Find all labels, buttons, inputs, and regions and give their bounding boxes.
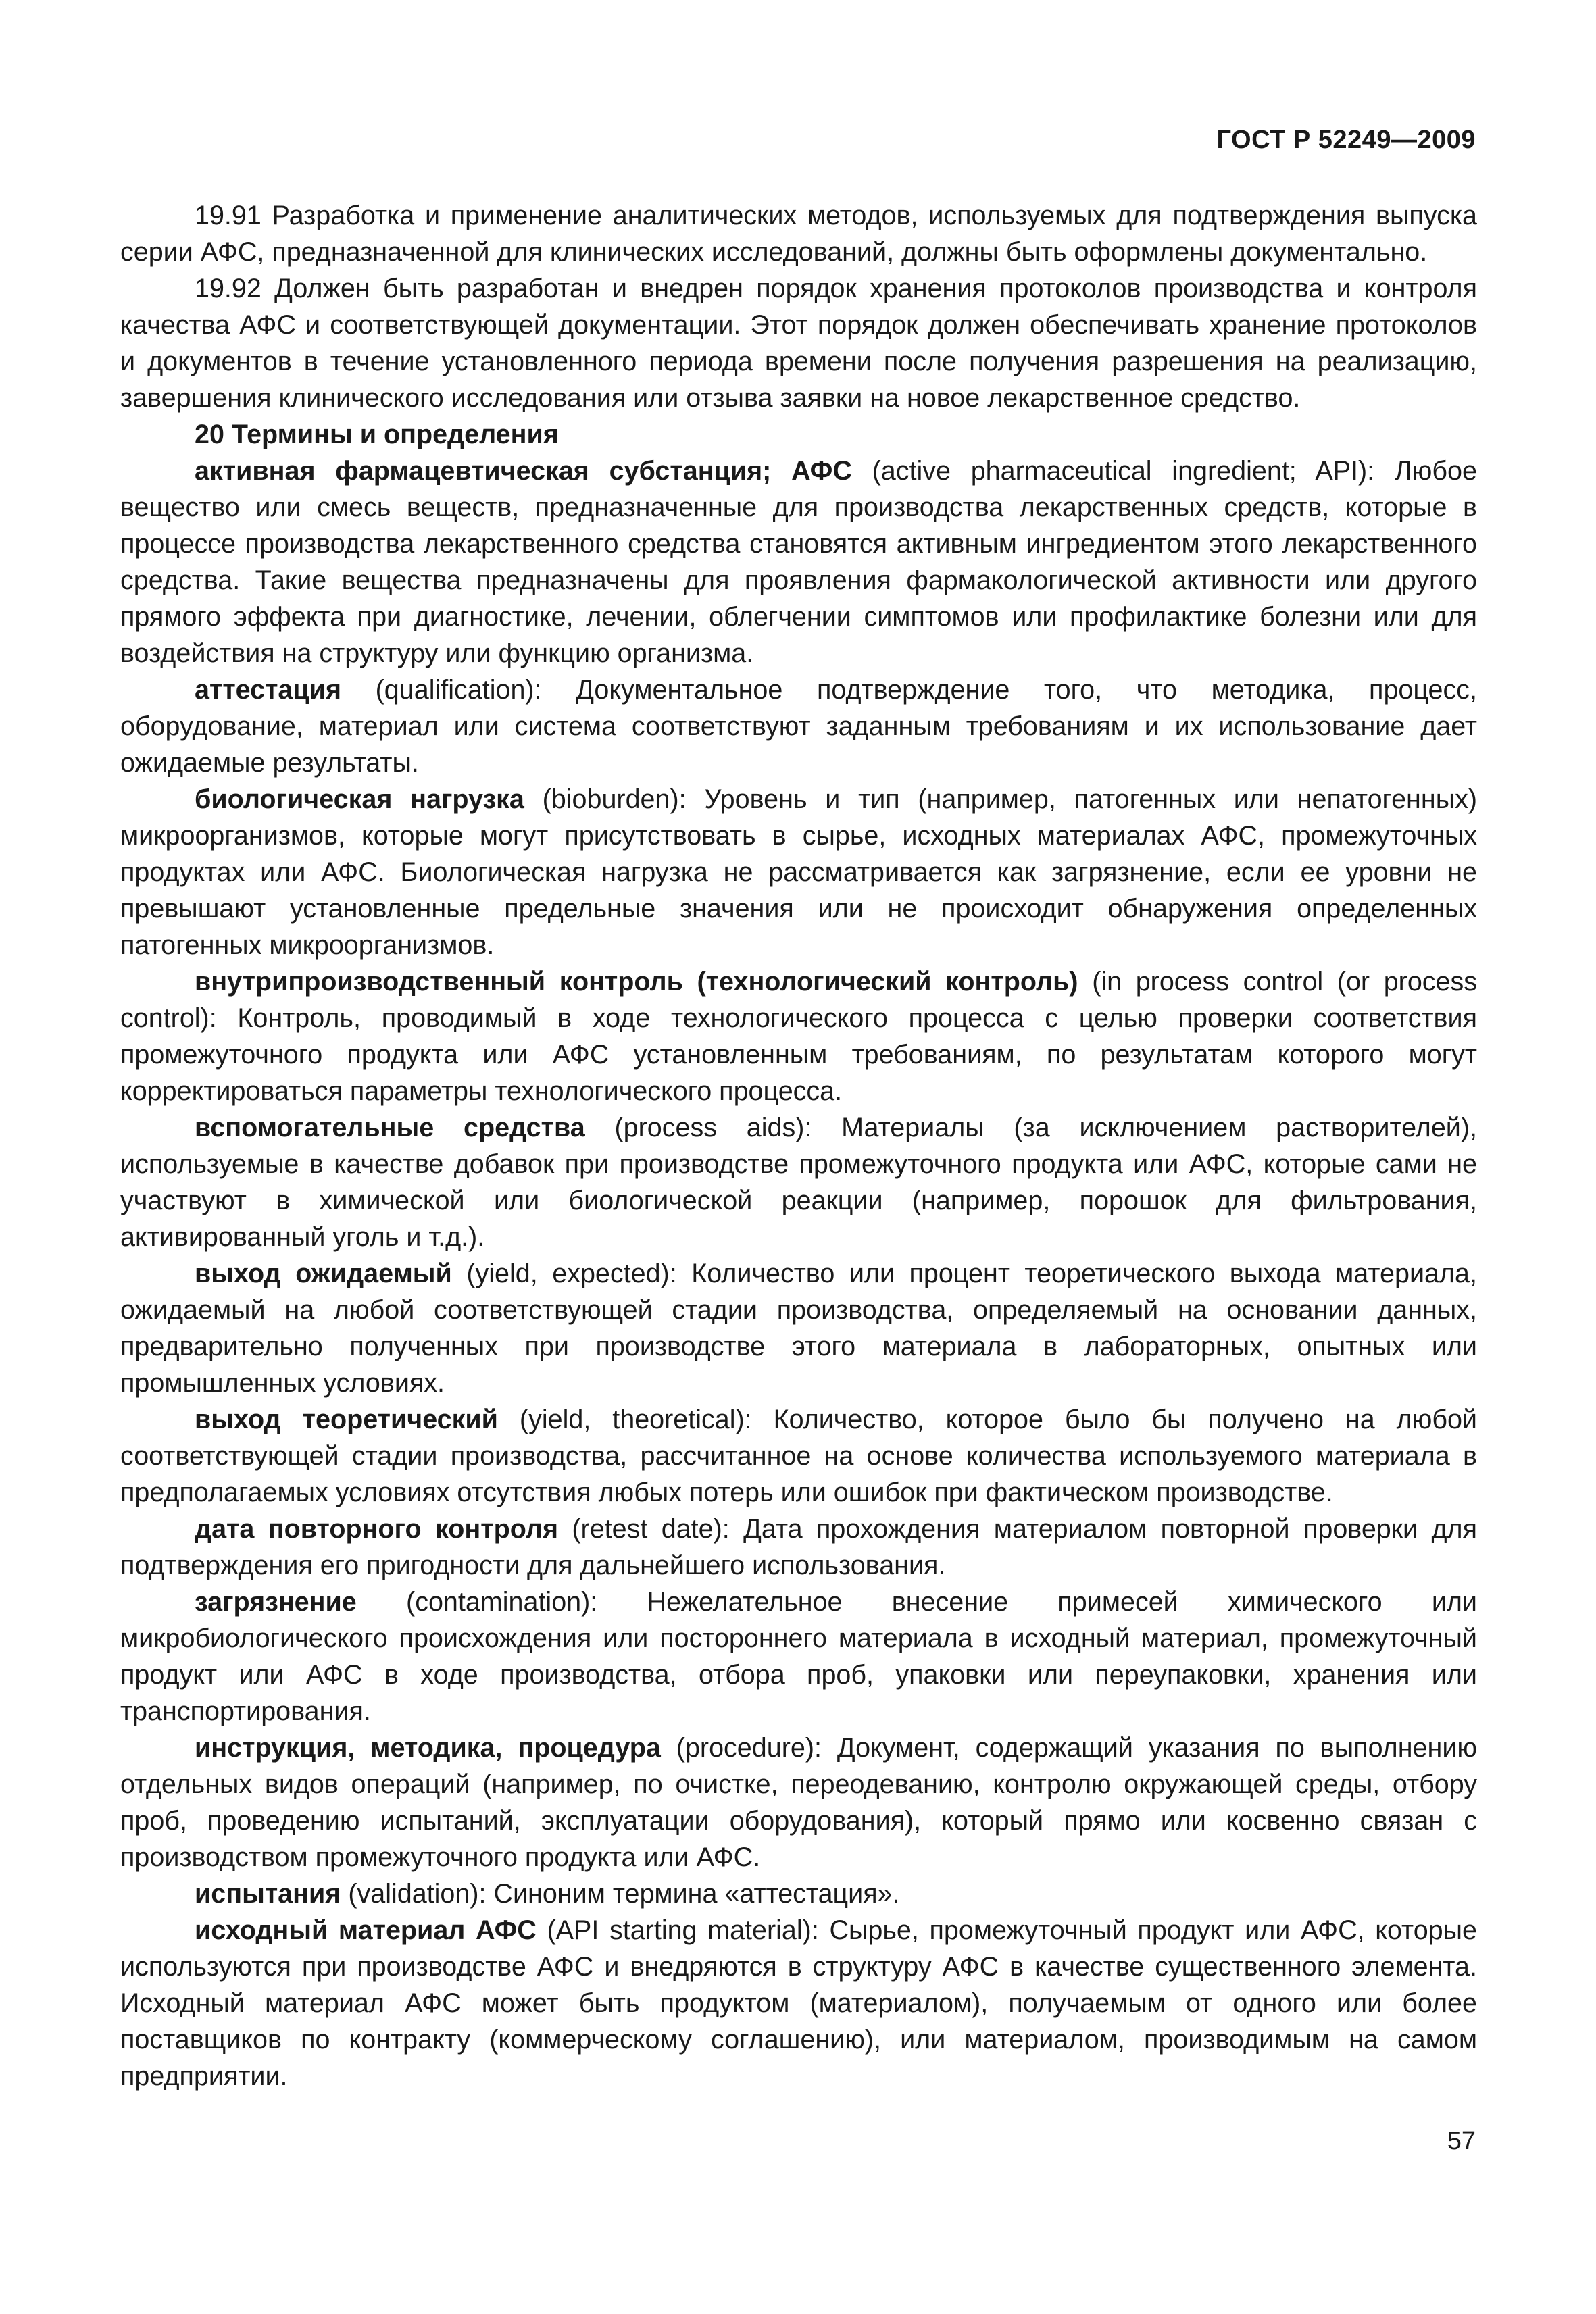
term-definition: (yield, expected): Количество или процент теоретического выхода материала, ожидаемый на любой соответствующей стадии производства, определяемый на основании данных, предварительно полученных при производстве этого материала в лабораторных, опытных или промышленных условиях. <box>120 1259 1477 1398</box>
term-entry-validation <box>120 1876 1477 1912</box>
term-definition: (qualification): Документальное подтверждение того, что методика, процесс, оборудование, материал или система соответствуют заданным требованиям и их использование дает ожидаемые результаты. <box>120 675 1477 778</box>
term-entry-process-aids <box>120 1109 1477 1255</box>
term-definition: (active pharmaceutical ingredient; API): Любое вещество или смесь веществ, предназначенные для производства лекарственных средств, которые в процессе производства лекарственного средства становятся активным ингредиентом этого лекарственного средства. Такие вещества предназначены для проявления фармакологической активности или другого прямого эффекта при диагностике, лечении, облегчении симптомов или профилактике болезни или для воздействия на структуру или функцию организма. <box>120 456 1477 668</box>
page-number: 57 <box>1447 2127 1476 2155</box>
term-entry-afs <box>120 453 1477 672</box>
term-name: загрязнение <box>195 1587 357 1617</box>
term-entry-retest-date <box>120 1511 1477 1584</box>
term-entry-yield-expected <box>120 1255 1477 1401</box>
term-name: выход теоретический <box>195 1405 498 1434</box>
term-entry-bioburden <box>120 781 1477 963</box>
document-code-header: ГОСТ Р 52249—2009 <box>1216 126 1476 154</box>
paragraph-19-92: 19.92 Должен быть разработан и внедрен порядок хранения протоколов производства и контроля качества АФС и соответствующей документации. Этот порядок должен обеспечивать хранение протоколов и документов в течение установленного периода времени после получения разрешения на реализацию, завершения клинического исследования или отзыва заявки на новое лекарственное средство. <box>120 274 1477 413</box>
term-name: аттестация <box>195 675 341 705</box>
term-entry-api-starting-material <box>120 1912 1477 2094</box>
term-definition: (contamination): Нежелательное внесение примесей химического или микробиологического происхождения или постороннего материала в исходный материал, промежуточный продукт или АФС в ходе производства, отбора проб, упаковки или переупаковки, хранения или транспортирования. <box>120 1587 1477 1726</box>
term-name: дата повторного контроля <box>195 1514 559 1544</box>
term-entry-procedure <box>120 1730 1477 1876</box>
term-name: инструкция, методика, процедура <box>195 1733 661 1763</box>
paragraph-19-91: 19.91 Разработка и применение аналитических методов, используемых для подтверждения выпуска серии АФС, предназначенной для клинических исследований, должны быть оформлены документально. <box>120 201 1477 267</box>
term-name: выход ожидаемый <box>195 1259 452 1288</box>
term-entry-contamination <box>120 1584 1477 1730</box>
term-name: исходный материал АФС <box>195 1915 537 1945</box>
term-entry-qualification <box>120 672 1477 781</box>
term-name: внутрипроизводственный контроль (технологический контроль) <box>195 967 1078 997</box>
term-definition: (yield, theoretical): Количество, которое было бы получено на любой соответствующей стадии производства, рассчитанное на основе количества используемого материала в предполагаемых условиях отсутствия любых потерь или ошибок при фактическом производстве. <box>120 1405 1477 1507</box>
document-body <box>120 197 1477 2094</box>
term-definition: (retest date): Дата прохождения материалом повторной проверки для подтверждения его пригодности для дальнейшего использования. <box>120 1514 1477 1580</box>
term-definition: (bioburden): Уровень и тип (например, патогенных или непатогенных) микроорганизмов, которые могут присутствовать в сырье, исходных материалах АФС, промежуточных продуктах или АФС. Биологическая нагрузка не рассматривается как загрязнение, если ее уровни не превышают установленные предельные значения или не происходит обнаружения определенных патогенных микроорганизмов. <box>120 784 1477 960</box>
term-definition: (in process control (or process control): Контроль, проводимый в ходе технологического процесса с целью проверки соответствия промежуточного продукта или АФС установленным требованиям, по результатам которого могут корректироваться параметры технологического процесса. <box>120 967 1478 1106</box>
term-entry-in-process-control <box>120 963 1477 1109</box>
term-name: вспомогательные средства <box>195 1113 585 1142</box>
term-definition: (validation): Синоним термина «аттестация». <box>341 1879 900 1909</box>
term-definition: (process aids): Материалы (за исключением растворителей), используемые в качестве добавок при производстве промежуточного продукта или АФС, которые сами не участвуют в химической или биологической реакции (например, порошок для фильтрования, активированный уголь и т.д.). <box>120 1113 1477 1252</box>
term-definition: (procedure): Документ, содержащий указания по выполнению отдельных видов операций (например, по очистке, переодеванию, контролю окружающей среды, отбору проб, проведению испытаний, эксплуатации оборудования), который прямо или косвенно связан с производством промежуточного продукта или АФС. <box>120 1733 1478 1872</box>
term-name: биологическая нагрузка <box>195 784 524 814</box>
term-definition: (API starting material): Сырье, промежуточный продукт или АФС, которые используются при производстве АФС и внедряются в структуру АФС в качестве существенного элемента. Исходный материал АФС может быть продуктом (материалом), получаемым от одного или более поставщиков по контракту (коммерческому соглашению), или материалом, производимым на самом предприятии. <box>120 1915 1478 2091</box>
section-title: 20 Термины и определения <box>195 420 559 449</box>
term-name: испытания <box>195 1879 341 1909</box>
term-entry-yield-theoretical <box>120 1401 1477 1511</box>
term-name: активная фармацевтическая субстанция; АФС <box>195 456 852 486</box>
